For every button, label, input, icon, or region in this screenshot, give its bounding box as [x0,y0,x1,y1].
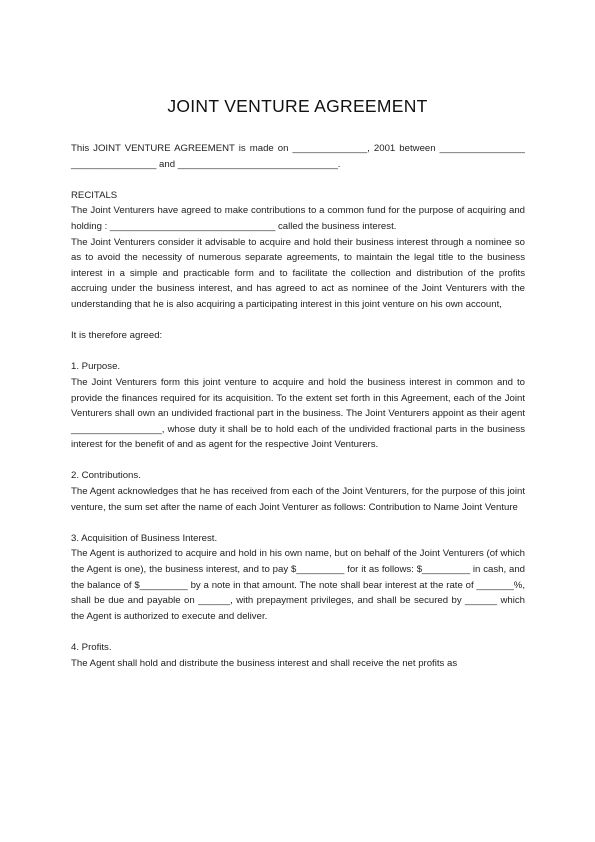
section-1-heading: 1. Purpose. [71,361,121,373]
spacer [71,515,525,531]
section-4-heading: 4. Profits. [71,642,112,653]
agreed-statement: It is therefore agreed: [71,330,163,342]
recitals-paragraph-2: The Joint Venturers consider it advisable to acquire and hold their business interest through a nominee so as to avoid the necessity of numerous separate agreements, to maintain the legal title to the business interest in a simple and practicable form and to facilitate the collection and distribution of the profits accruing under the business interest, and has agreed to act as nominee of the Joint Venturers with the understanding that he is also acquiring a participating interest in this joint venture on his own account, [71,236,525,310]
document-body [71,141,525,671]
section-2-body: The Agent acknowledges that he has received from each of the Joint Venturers, for the purpose of this joint venture, the sum set after the name of each Joint Venturer as follows: Contribution to Name Joint Venture [71,486,525,513]
section-3-heading: 3. Acquisition of Business Interest. [71,532,218,544]
spacer [71,453,525,469]
spacer [71,172,525,188]
spacer [71,624,525,640]
spacer [71,344,525,360]
intro-paragraph: This JOINT VENTURE AGREEMENT is made on ______________, 2001 between ________________ ________________ and ______________________________. [71,143,525,170]
section-3-body: The Agent is authorized to acquire and hold in his own name, but on behalf of the Joint Venturers (of which the Agent is one), the business interest, and to pay $_________ for it as follows: $_________ in cash, and the balance of $_________ by a note in that amount. The note shall bear interest at the rate of _______%, shall be due and payable on ______, with prepayment privileges, and shall be secured by ______ which the Agent is authorized to execute and deliver. [71,548,525,622]
document-title: JOINT VENTURE AGREEMENT [167,96,428,116]
recitals-paragraph-1: The Joint Venturers have agreed to make contributions to a common fund for the purpose of acquiring and holding : _______________________________ called the business interest. [71,205,525,232]
spacer [71,313,525,329]
section-2-heading: 2. Contributions. [71,470,141,482]
recitals-heading: RECITALS [71,189,118,201]
section-4-body: The Agent shall hold and distribute the business interest and shall receive the net profits as [71,657,458,669]
section-1-body: The Joint Venturers form this joint venture to acquire and hold the business interest in common and to provide the finances required for its acquisition. To the extent set forth in this Agreement, each of the Joint Venturers shall own an undivided fractional part in the business. The Joint Venturers appoint as their agent _________________, whose duty it shall be to hold each of the undivided fractional parts in the business interest for the benefit of and as agent for the respective Joint Venturers. [71,376,525,451]
